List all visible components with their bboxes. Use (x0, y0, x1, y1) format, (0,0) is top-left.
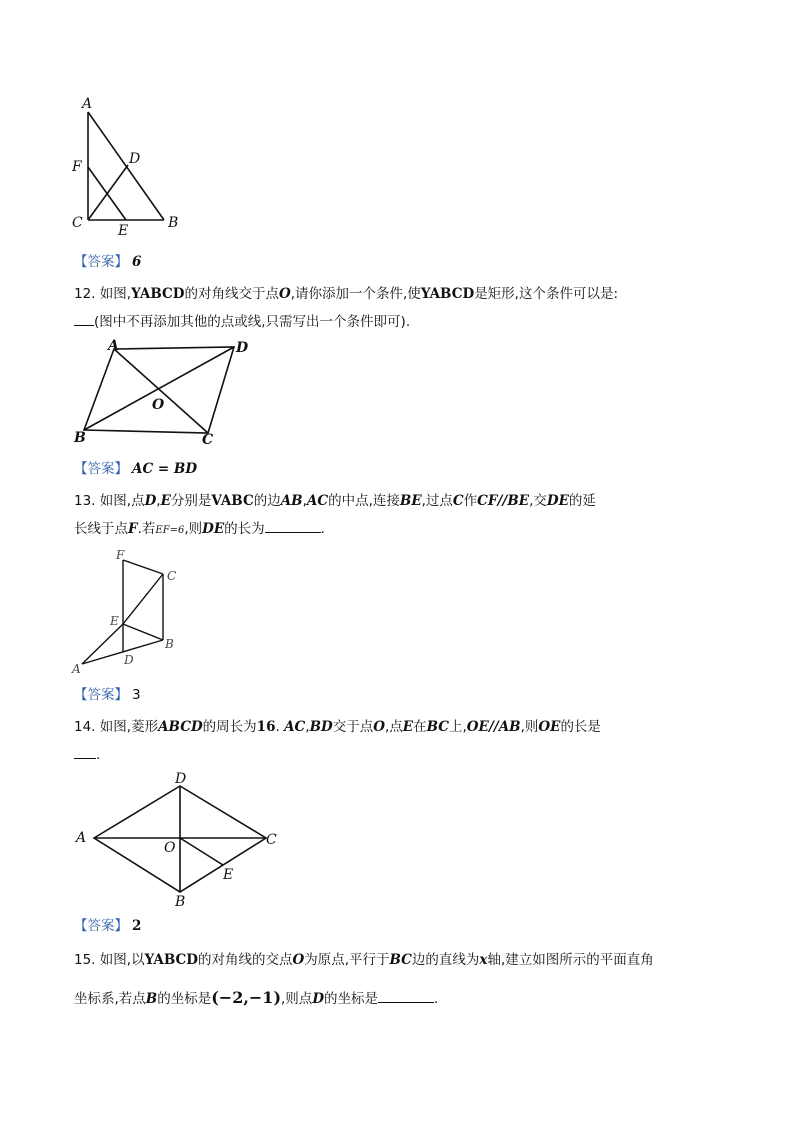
q13-math: D (144, 493, 157, 509)
figure-q11 (60, 95, 200, 240)
question-13-line-2 (74, 518, 325, 541)
q13-text: ,交 (529, 493, 547, 509)
q13-text: ,过点 (421, 493, 453, 509)
fig14-label-o: O (164, 840, 176, 856)
answer-14-value: 2 (132, 918, 142, 934)
fig12-diagonal-bd (84, 347, 234, 430)
fig14-label-e: E (223, 867, 234, 883)
q14-number: 14. (74, 719, 96, 735)
q13-math: AC (306, 493, 329, 509)
q15-math: O (292, 952, 305, 968)
answer-11-value: 6 (132, 254, 142, 270)
q15-text: 的坐标是 (324, 991, 379, 1007)
fig12-label-a: A (108, 338, 119, 354)
fig11-segment-cd (88, 165, 128, 220)
answer-14 (74, 916, 141, 936)
fig11-label-c: C (72, 215, 83, 231)
fig11-label-b: B (168, 215, 179, 231)
fig14-label-a: A (76, 830, 87, 846)
q14-text: 上, (448, 719, 467, 735)
q15-math: BC (389, 952, 412, 968)
fig13-segment-ec (123, 574, 163, 624)
q13-text: 的边 (253, 493, 281, 509)
q12-text: 的对角线交于点 (184, 286, 279, 302)
figure-q14 (70, 770, 290, 912)
q13-text: 分别是 (170, 493, 212, 509)
answer-label: 【答案】 (74, 254, 128, 270)
q15-math: x (479, 952, 488, 968)
q13-text: . (320, 521, 325, 537)
answer-blank (74, 311, 94, 326)
q12-text: (图中不再添加其他的点或线,只需写出一个条件即可). (94, 314, 411, 330)
q14-math: OE (538, 719, 561, 735)
q14-text: , (305, 719, 310, 735)
fig13-label-d: D (124, 653, 134, 667)
q13-math: E (160, 493, 171, 509)
figure-q13 (66, 546, 196, 678)
figure-q12 (70, 338, 260, 450)
q15-text: 轴,建立如图所示的平面直角 (487, 952, 654, 968)
q15-math: YABCD (144, 952, 198, 968)
fig13-label-f: F (116, 548, 125, 562)
fig14-label-d: D (175, 771, 187, 787)
answer-12-value: AC = BD (132, 461, 198, 477)
q14-math: BC (426, 719, 449, 735)
q14-text: 如图,菱形 (99, 719, 159, 735)
q13-math: C (452, 493, 464, 509)
q14-math: E (402, 719, 414, 735)
q14-math: O (373, 719, 385, 735)
question-12-line-1 (74, 284, 618, 304)
fig13-label-b: B (165, 637, 174, 651)
answer-13-value: 3 (132, 687, 141, 703)
q13-math: AB (280, 493, 303, 509)
question-14-line-1 (74, 717, 601, 737)
fig11-label-f: F (72, 159, 82, 175)
q12-math: O (278, 286, 291, 302)
q15-text: 的坐标是 (157, 991, 212, 1007)
fig14-label-c: C (266, 832, 277, 848)
answer-label: 【答案】 (74, 687, 128, 703)
q13-math-small: EF=6 (155, 525, 185, 536)
q15-text: 边的直线为 (411, 952, 480, 968)
q14-text: 的周长为 (202, 719, 257, 735)
q12-math: YABCD (131, 286, 185, 302)
question-15-line-2 (74, 988, 438, 1009)
q15-text: 为原点,平行于 (304, 952, 390, 968)
q15-text: 如图,以 (99, 952, 145, 968)
q15-math: B (145, 991, 158, 1007)
q14-text: 的长是 (560, 719, 601, 735)
answer-label: 【答案】 (74, 918, 128, 934)
question-15-line-1 (74, 950, 654, 970)
fig13-label-c: C (167, 569, 177, 583)
q13-text: , (156, 493, 161, 509)
q12-text: 如图, (99, 286, 132, 302)
q14-math: 16 (256, 719, 276, 735)
fig12-diagonal-ac (114, 349, 208, 433)
fig13-segment-fc (123, 560, 163, 574)
fig13-segment-eb (123, 624, 163, 640)
q14-math: ABCD (158, 719, 203, 735)
q14-math: OE//AB (466, 719, 521, 735)
answer-12 (74, 459, 197, 479)
q15-text: 的对角线的交点 (197, 952, 293, 968)
question-13-line-1 (74, 491, 596, 511)
fig13-label-a: A (72, 662, 81, 676)
q13-text: 作 (463, 493, 478, 509)
fig11-label-a: A (82, 96, 93, 112)
q15-number: 15. (74, 952, 96, 968)
q13-math: DE (546, 493, 569, 509)
fig12-label-o: O (152, 397, 165, 413)
fig12-label-b: B (74, 430, 86, 446)
q13-text: ,则 (184, 521, 203, 537)
q15-text: . (434, 991, 439, 1007)
q15-text: ,则点 (281, 991, 313, 1007)
q12-text: ,请你添加一个条件,使 (290, 286, 421, 302)
fig11-label-e: E (118, 223, 129, 239)
q13-math: DE (202, 521, 225, 537)
q14-text: ,点 (384, 719, 403, 735)
q13-text: 的延 (568, 493, 596, 509)
fig14-segment-oe (180, 838, 223, 865)
q13-text: 的中点,连接 (328, 493, 400, 509)
q13-text: , (302, 493, 307, 509)
answer-blank (74, 744, 96, 759)
answer-label: 【答案】 (74, 461, 128, 477)
q15-math: D (312, 991, 325, 1007)
fig12-label-c: C (202, 432, 214, 448)
q13-text: 如图,点 (99, 493, 145, 509)
q14-text: 在 (413, 719, 427, 735)
question-14-line-2 (74, 744, 100, 765)
fig13-label-e: E (110, 614, 119, 628)
q13-text: 的长为 (224, 521, 265, 537)
q14-math: BD (309, 719, 333, 735)
q14-text: . (96, 747, 101, 763)
answer-blank (265, 518, 321, 533)
q13-math: VABC (211, 493, 254, 509)
q13-math: CF//BE (477, 493, 530, 509)
q15-text: 坐标系,若点 (74, 991, 146, 1007)
q13-text: 长线于点 (74, 521, 128, 537)
q14-text: . (275, 719, 280, 735)
q13-math: F (128, 521, 138, 537)
q13-text: .若 (137, 521, 156, 537)
q12-math: YABCD (420, 286, 475, 302)
q14-text: ,则 (520, 719, 539, 735)
q12-number: 12. (74, 286, 96, 302)
answer-13 (74, 685, 141, 705)
question-12-line-2 (74, 311, 410, 332)
q14-text: 交于点 (332, 719, 374, 735)
fig11-label-d: D (129, 151, 141, 167)
q12-text: 是矩形,这个条件可以是: (474, 286, 619, 302)
answer-blank (378, 988, 434, 1003)
answer-11 (74, 252, 141, 272)
fig14-label-b: B (175, 894, 186, 910)
fig12-label-d: D (236, 340, 249, 356)
q15-coordinate: (−2,−1) (211, 988, 282, 1007)
q13-number: 13. (74, 493, 96, 509)
q13-math: BE (399, 493, 422, 509)
q14-math: AC (284, 719, 306, 735)
